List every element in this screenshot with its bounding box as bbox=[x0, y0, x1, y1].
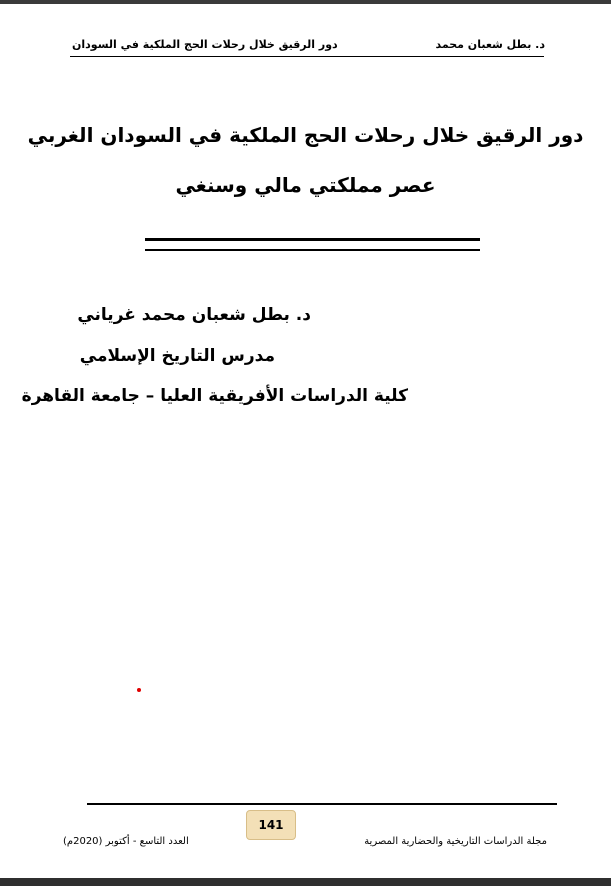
title-rule-thin bbox=[145, 249, 480, 251]
bottom-border bbox=[0, 878, 611, 886]
author-affiliation: كلية الدراسات الأفريقية العليا – جامعة القاهرة bbox=[21, 386, 408, 406]
running-header-author: د. بطل شعبان محمد bbox=[435, 38, 545, 51]
header-divider bbox=[70, 56, 544, 57]
red-dot-mark bbox=[137, 688, 141, 692]
page-number-badge: 141 bbox=[246, 810, 296, 840]
footer-issue: العدد التاسع - أكتوبر (2020م) bbox=[63, 836, 189, 847]
footer-journal: مجلة الدراسات التاريخية والحضارية المصرية bbox=[364, 836, 547, 847]
article-title-line-2: عصر مملكتي مالي وسنغي bbox=[175, 173, 436, 197]
article-title-line-1: دور الرقيق خلال رحلات الحج الملكية في السودان الغربي bbox=[27, 123, 584, 147]
top-border bbox=[0, 0, 611, 4]
title-rule-thick bbox=[145, 238, 480, 241]
running-header-title: دور الرقيق خلال رحلات الحج الملكية في السودان bbox=[72, 38, 338, 51]
footer-divider bbox=[87, 803, 557, 805]
author-position: مدرس التاريخ الإسلامي bbox=[79, 346, 275, 366]
author-name: د. بطل شعبان محمد غرياني bbox=[77, 305, 311, 325]
